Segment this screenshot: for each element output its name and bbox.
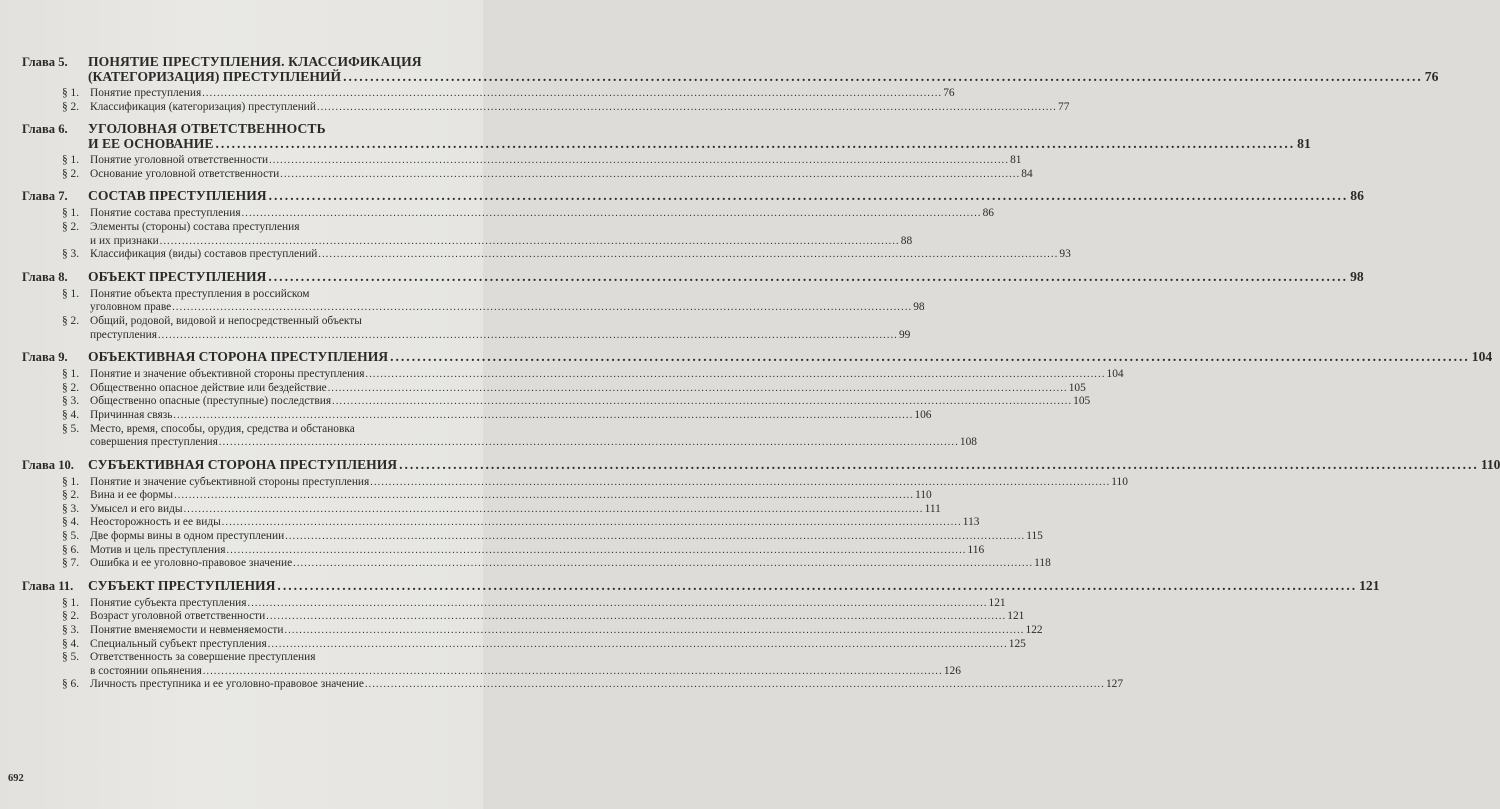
section-title-page: 113 — [962, 516, 980, 529]
section-title — [90, 100, 1070, 115]
dot-leader: ........................................................................................................................................................................................................ — [390, 349, 1470, 365]
section-title-text: Общественно опасное действие или бездействие — [90, 381, 327, 394]
dot-leader: ........................................................................................................................................................................................................ — [173, 409, 914, 421]
section-title-page: 121 — [988, 596, 1006, 609]
chapter-title-text: (КАТЕГОРИЗАЦИЯ) ПРЕСТУПЛЕНИЙ — [88, 69, 342, 84]
section-number: § 3. — [62, 502, 80, 515]
chapter-title-text: ОБЪЕКТ ПРЕСТУПЛЕНИЯ — [88, 268, 267, 284]
section-number: § 1. — [62, 154, 80, 167]
section-number: § 2. — [62, 610, 80, 623]
section-number: § 4. — [62, 637, 80, 650]
section-number: § 2. — [62, 314, 80, 327]
section-title-page: 118 — [1034, 557, 1051, 570]
chapter-title — [88, 136, 1311, 152]
section-title-text: совершения преступления — [90, 436, 218, 449]
dot-leader: ........................................................................................................................................................................................................ — [364, 679, 1105, 691]
dot-leader: ........................................................................................................................................................................................................ — [332, 396, 1073, 408]
dot-leader: ........................................................................................................................................................................................................ — [218, 437, 959, 449]
chapter-title — [88, 268, 1364, 284]
section-title — [90, 678, 1124, 692]
section-title-line: Понятие объекта преступления в российском — [90, 287, 310, 300]
section-title-page: 111 — [924, 502, 941, 515]
section-title-page: 81 — [1010, 154, 1022, 167]
dot-leader: ........................................................................................................................................................................................................ — [226, 544, 967, 556]
section-title-text: Две формы вины в одном преступлении — [90, 530, 285, 543]
chapter-title-block — [88, 349, 1493, 365]
section-number: § 1. — [62, 368, 80, 381]
chapter-title — [88, 188, 1364, 204]
section-title-block — [90, 408, 932, 423]
chapter-title-text: ОБЪЕКТИВНАЯ СТОРОНА ПРЕСТУПЛЕНИЯ — [88, 349, 389, 365]
section-entry — [62, 516, 980, 530]
section-entry — [62, 530, 1043, 544]
dot-leader: ........................................................................................................................................................................................................ — [317, 101, 1057, 113]
section-title — [90, 502, 941, 517]
section-number: § 3. — [62, 624, 80, 637]
section-number: § 5. — [62, 530, 80, 543]
dot-leader: ........................................................................................................................................................................................................ — [399, 456, 1479, 472]
section-title-block — [90, 475, 1128, 490]
section-number: § 2. — [62, 381, 80, 394]
section-number: § 3. — [62, 248, 80, 261]
section-title — [90, 489, 932, 503]
section-title-page: 110 — [915, 489, 932, 502]
dot-leader: ........................................................................................................................................................................................................ — [157, 329, 898, 341]
section-title-block — [90, 381, 1086, 396]
section-title-text: преступления — [90, 328, 157, 341]
section-title-page: 110 — [1111, 475, 1128, 488]
section-title-text: уголовном праве — [90, 301, 172, 314]
section-title-text: Понятие и значение объективной стороны преступления — [90, 368, 365, 381]
section-title-page: 86 — [982, 207, 994, 220]
chapter-label: Глава 10. — [22, 457, 74, 472]
section-title-line: Место, время, способы, орудия, средства и обстановка — [90, 422, 355, 435]
dot-leader: ........................................................................................................................................................................................................ — [343, 69, 1423, 84]
dot-leader: ........................................................................................................................................................................................................ — [318, 249, 1059, 261]
section-entry — [62, 475, 1128, 490]
dot-leader: ........................................................................................................................................................................................................ — [215, 136, 1296, 152]
section-title — [90, 637, 1026, 652]
section-title-block — [90, 395, 1091, 409]
section-number: § 7. — [62, 557, 80, 570]
section-title — [90, 530, 1043, 544]
section-title-block — [90, 678, 1124, 692]
section-title-page: 126 — [943, 664, 961, 677]
chapter-title-block — [88, 268, 1364, 285]
section-number: § 1. — [62, 207, 80, 220]
section-title — [90, 664, 961, 679]
section-title — [90, 87, 955, 101]
section-entry — [62, 422, 977, 450]
section-number: § 1. — [62, 475, 80, 488]
section-title-page: 104 — [1106, 368, 1124, 381]
section-title-block — [90, 637, 1026, 652]
section-title — [90, 395, 1091, 409]
section-title-page: 122 — [1025, 624, 1043, 637]
chapter-title-page: 104 — [1471, 349, 1493, 365]
section-title-text: Классификация (виды) составов преступлений — [90, 248, 318, 261]
section-title-line: Общий, родовой, видовой и непосредственный объекты — [90, 314, 362, 327]
dot-leader: ........................................................................................................................................................................................................ — [365, 369, 1106, 381]
section-number: § 5. — [62, 422, 80, 435]
section-number: § 2. — [62, 100, 80, 113]
section-entry — [62, 408, 932, 423]
dot-leader: ........................................................................................................................................................................................................ — [241, 208, 982, 220]
dot-leader: ........................................................................................................................................................................................................ — [174, 490, 915, 502]
section-title — [90, 436, 977, 450]
section-title-page: 121 — [1007, 610, 1025, 623]
dot-leader: ........................................................................................................................................................................................................ — [202, 665, 943, 677]
dot-leader: ........................................................................................................................................................................................................ — [267, 638, 1008, 650]
chapter-title-block — [88, 54, 1439, 84]
section-title — [90, 328, 911, 343]
chapter-entry — [22, 188, 1364, 204]
dot-leader: ........................................................................................................................................................................................................ — [159, 235, 900, 247]
chapter-entry — [22, 349, 1493, 365]
section-title-text: Вина и ее формы — [90, 489, 174, 502]
chapter-title-text: СОСТАВ ПРЕСТУПЛЕНИЯ — [88, 188, 267, 204]
chapter-entry — [22, 54, 1439, 84]
section-title-block — [90, 530, 1043, 544]
chapter-title-text: СУБЪЕКТИВНАЯ СТОРОНА ПРЕСТУПЛЕНИЯ — [88, 456, 398, 472]
section-title-block — [90, 167, 1033, 182]
section-title-page: 127 — [1105, 678, 1124, 691]
section-number: § 2. — [62, 167, 80, 180]
section-title-block — [90, 100, 1070, 115]
section-title-text: Понятие субъекта преступления — [90, 596, 247, 609]
section-title-block — [90, 422, 977, 450]
section-entry — [62, 596, 1006, 611]
section-title-text: Ошибка и ее уголовно-правовое значение — [90, 557, 293, 570]
section-title — [90, 368, 1124, 382]
section-title-block — [90, 651, 961, 678]
section-entry — [62, 624, 1043, 638]
chapter-title-block — [88, 456, 1500, 473]
chapter-title — [88, 577, 1380, 593]
chapter-title — [88, 456, 1500, 472]
page-number: 692 — [8, 773, 24, 784]
section-title-text: Мотив и цель преступления — [90, 543, 226, 556]
section-title-text: Специальный субъект преступления — [90, 637, 267, 650]
section-number: § 4. — [62, 408, 80, 421]
section-title-page: 125 — [1008, 637, 1026, 650]
section-entry — [62, 248, 1071, 262]
section-entry — [62, 87, 955, 101]
dot-leader: ........................................................................................................................................................................................................ — [277, 577, 1358, 593]
section-title-page: 77 — [1058, 100, 1070, 113]
section-number: § 6. — [62, 678, 80, 691]
chapter-label: Глава 8. — [22, 269, 68, 284]
chapter-title-line: ПОНЯТИЕ ПРЕСТУПЛЕНИЯ. КЛАССИФИКАЦИЯ — [88, 54, 422, 69]
dot-leader: ........................................................................................................................................................................................................ — [269, 155, 1010, 167]
section-title — [90, 234, 913, 249]
dot-leader: ........................................................................................................................................................................................................ — [247, 597, 988, 609]
section-entry — [62, 207, 994, 221]
section-entry — [62, 368, 1124, 382]
section-title-block — [90, 207, 994, 221]
section-title-text: Умысел и его виды — [90, 502, 183, 515]
dot-leader: ........................................................................................................................................................................................................ — [268, 188, 1349, 204]
chapter-title-block — [88, 121, 1311, 152]
chapter-label: Глава 7. — [22, 189, 68, 204]
section-title-text: Понятие состава преступления — [90, 207, 241, 220]
dot-leader: ........................................................................................................................................................................................................ — [284, 625, 1025, 637]
section-title-page: 115 — [1026, 530, 1043, 543]
chapter-label: Глава 5. — [22, 55, 68, 69]
section-title — [90, 301, 925, 315]
section-title-block — [90, 489, 932, 503]
section-title — [90, 624, 1043, 638]
chapter-entry — [22, 121, 1311, 152]
section-title — [90, 475, 1128, 490]
chapter-label: Глава 6. — [22, 122, 68, 137]
dot-leader: ........................................................................................................................................................................................................ — [268, 268, 1349, 284]
section-entry — [62, 167, 1033, 182]
section-title-text: Понятие вменяемости и невменяемости — [90, 624, 284, 637]
chapter-title-page: 121 — [1359, 577, 1380, 593]
section-entry — [62, 154, 1022, 168]
section-title-page: 99 — [898, 328, 911, 341]
section-title-block — [90, 516, 980, 530]
dot-leader: ........................................................................................................................................................................................................ — [327, 382, 1068, 394]
section-title-block — [90, 314, 911, 342]
section-title-text: Понятие преступления — [90, 87, 202, 99]
section-number: § 2. — [62, 220, 80, 233]
section-title — [90, 248, 1071, 262]
section-title-block — [90, 154, 1022, 168]
section-title-block — [90, 596, 1006, 611]
section-number: § 1. — [62, 596, 80, 609]
section-title-page: 105 — [1073, 395, 1091, 408]
section-title-page: 88 — [900, 234, 913, 247]
dot-leader: ........................................................................................................................................................................................................ — [221, 517, 962, 529]
section-title-block — [90, 557, 1051, 571]
section-entry — [62, 543, 985, 558]
dot-leader: ........................................................................................................................................................................................................ — [172, 302, 913, 314]
dot-leader: ........................................................................................................................................................................................................ — [202, 88, 943, 99]
section-title-page: 105 — [1068, 381, 1086, 394]
section-title-text: Классификация (категоризация) преступлений — [90, 100, 316, 113]
chapter-title-block — [88, 188, 1364, 204]
section-title-text: Личность преступника и ее уголовно-правовое значение — [90, 678, 364, 691]
section-entry — [62, 489, 932, 503]
chapter-title — [88, 349, 1493, 365]
chapter-title-page: 110 — [1480, 456, 1500, 472]
section-number: § 5. — [62, 651, 80, 664]
dot-leader: ........................................................................................................................................................................................................ — [280, 168, 1021, 180]
section-title-text: Возраст уголовной ответственности — [90, 610, 266, 623]
section-title-block — [90, 502, 941, 517]
section-number: § 1. — [62, 87, 80, 99]
chapter-title-text: И ЕЕ ОСНОВАНИЕ — [88, 136, 214, 152]
section-entry — [62, 100, 1070, 115]
chapter-label: Глава 9. — [22, 350, 68, 365]
section-title — [90, 167, 1033, 182]
section-title-block — [90, 220, 913, 248]
chapter-entry — [22, 577, 1380, 594]
section-entry — [62, 637, 1026, 652]
chapter-title-page: 81 — [1297, 136, 1311, 152]
table-of-contents — [22, 54, 1500, 692]
section-title — [90, 557, 1051, 571]
section-number: § 4. — [62, 516, 80, 529]
section-entry — [62, 502, 941, 517]
section-title-block — [90, 287, 925, 315]
dot-leader: ........................................................................................................................................................................................................ — [293, 558, 1034, 570]
section-entry — [62, 678, 1124, 692]
chapter-title — [88, 69, 1439, 84]
section-title-text: и их признаки — [90, 234, 159, 247]
section-entry — [62, 314, 911, 342]
section-title-text: Неосторожность и ее виды — [90, 516, 221, 529]
chapter-title-block — [88, 577, 1380, 594]
section-title-text: Понятие уголовной ответственности — [90, 154, 269, 167]
section-title-page: 98 — [913, 301, 925, 314]
chapter-label: Глава 11. — [22, 578, 74, 593]
section-title-page: 108 — [959, 436, 977, 449]
section-entry — [62, 287, 925, 315]
dot-leader: ........................................................................................................................................................................................................ — [266, 611, 1007, 623]
section-title — [90, 207, 994, 221]
section-title-page: 76 — [943, 87, 955, 99]
dot-leader: ........................................................................................................................................................................................................ — [183, 503, 924, 515]
chapter-title-line: УГОЛОВНАЯ ОТВЕТСТВЕННОСТЬ — [88, 121, 326, 137]
chapter-entry — [22, 268, 1364, 285]
section-entry — [62, 220, 913, 248]
section-title-text: в состоянии опьянения — [90, 664, 202, 677]
section-entry — [62, 651, 961, 678]
section-entry — [62, 557, 1051, 571]
section-title — [90, 381, 1086, 396]
section-number: § 2. — [62, 489, 80, 502]
section-title-page: 116 — [967, 543, 985, 556]
section-title — [90, 596, 1006, 611]
section-number: § 3. — [62, 395, 80, 408]
section-title — [90, 610, 1025, 624]
section-title-text: Общественно опасные (преступные) последствия — [90, 395, 332, 408]
section-title — [90, 154, 1022, 168]
section-title-line: Элементы (стороны) состава преступления — [90, 220, 300, 233]
section-number: § 6. — [62, 543, 80, 556]
section-title-block — [90, 543, 985, 558]
section-title — [90, 408, 932, 423]
section-title-page: 84 — [1021, 167, 1033, 180]
section-title-text: Причинная связь — [90, 408, 173, 421]
section-title-text: Понятие и значение субъективной стороны преступления — [90, 475, 370, 488]
section-title-text: Основание уголовной ответственности — [90, 167, 280, 180]
chapter-title-page: 76 — [1424, 69, 1439, 84]
section-title-page: 106 — [914, 408, 932, 421]
chapter-title-page: 86 — [1350, 188, 1364, 204]
section-title-block — [90, 610, 1025, 624]
chapter-entry — [22, 456, 1500, 473]
section-entry — [62, 395, 1091, 409]
section-entry — [62, 610, 1025, 624]
section-title — [90, 543, 985, 558]
dot-leader: ........................................................................................................................................................................................................ — [370, 476, 1111, 488]
section-entry — [62, 381, 1086, 396]
section-title-block — [90, 87, 955, 101]
section-title-block — [90, 248, 1071, 262]
section-title-line: Ответственность за совершение преступления — [90, 651, 316, 664]
dot-leader: ........................................................................................................................................................................................................ — [285, 531, 1026, 543]
section-title-block — [90, 624, 1043, 638]
section-title-page: 93 — [1059, 248, 1071, 261]
section-title-block — [90, 368, 1124, 382]
chapter-title-text: СУБЪЕКТ ПРЕСТУПЛЕНИЯ — [88, 577, 276, 593]
section-number: § 1. — [62, 287, 80, 300]
section-title — [90, 516, 980, 530]
chapter-title-page: 98 — [1350, 268, 1364, 284]
